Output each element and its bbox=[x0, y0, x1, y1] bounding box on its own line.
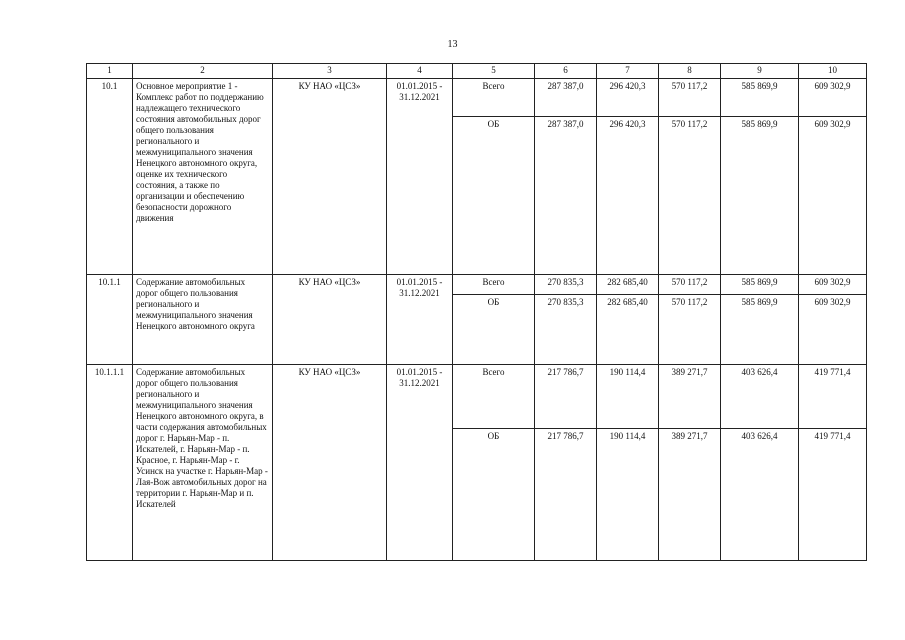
value-cell: 609 302,9 bbox=[799, 117, 867, 275]
row-period: 01.01.2015 - 31.12.2021 bbox=[387, 365, 453, 561]
row-executor: КУ НАО «ЦСЗ» bbox=[273, 79, 387, 275]
header-cell: 7 bbox=[597, 64, 659, 79]
value-cell: 282 685,40 bbox=[597, 295, 659, 365]
funding-source: ОБ bbox=[453, 117, 535, 275]
header-cell: 3 bbox=[273, 64, 387, 79]
value-cell: 217 786,7 bbox=[535, 429, 597, 561]
value-cell: 419 771,4 bbox=[799, 429, 867, 561]
header-cell: 6 bbox=[535, 64, 597, 79]
value-cell: 585 869,9 bbox=[721, 117, 799, 275]
row-code: 10.1.1.1 bbox=[87, 365, 133, 561]
value-cell: 190 114,4 bbox=[597, 365, 659, 429]
row-period: 01.01.2015 - 31.12.2021 bbox=[387, 79, 453, 275]
header-cell: 4 bbox=[387, 64, 453, 79]
value-cell: 389 271,7 bbox=[659, 365, 721, 429]
value-cell: 403 626,4 bbox=[721, 429, 799, 561]
value-cell: 570 117,2 bbox=[659, 275, 721, 295]
funding-source: Всего bbox=[453, 365, 535, 429]
row-name: Содержание автомобильных дорог общего пользования регионального и межмуниципального значения Ненецкого автономного округа, в части содержания автомобильных дорог г. Нарьян-Мар - п. Искателей, г. Нарьян-Мар - п. Красное, г. Нарьян-Мар - г. Усинск на участке г. Нарьян-Мар - Лая-Вож автомобильных дорог на территории г. Нарьян-Мар и п. Искателей bbox=[133, 365, 273, 561]
funding-source: Всего bbox=[453, 79, 535, 117]
header-row bbox=[87, 64, 867, 79]
value-cell: 287 387,0 bbox=[535, 79, 597, 117]
value-cell: 585 869,9 bbox=[721, 295, 799, 365]
value-cell: 217 786,7 bbox=[535, 365, 597, 429]
value-cell: 609 302,9 bbox=[799, 275, 867, 295]
value-cell: 287 387,0 bbox=[535, 117, 597, 275]
value-cell: 282 685,40 bbox=[597, 275, 659, 295]
header-cell: 2 bbox=[133, 64, 273, 79]
value-cell: 403 626,4 bbox=[721, 365, 799, 429]
value-cell: 270 835,3 bbox=[535, 275, 597, 295]
program-table bbox=[86, 63, 867, 561]
row-period: 01.01.2015 - 31.12.2021 bbox=[387, 275, 453, 365]
value-cell: 296 420,3 bbox=[597, 117, 659, 275]
value-cell: 190 114,4 bbox=[597, 429, 659, 561]
value-cell: 296 420,3 bbox=[597, 79, 659, 117]
value-cell: 570 117,2 bbox=[659, 79, 721, 117]
table-row bbox=[87, 365, 867, 429]
header-cell: 5 bbox=[453, 64, 535, 79]
value-cell: 389 271,7 bbox=[659, 429, 721, 561]
row-code: 10.1 bbox=[87, 79, 133, 275]
value-cell: 609 302,9 bbox=[799, 79, 867, 117]
funding-source: ОБ bbox=[453, 429, 535, 561]
row-name: Основное мероприятие 1 - Комплекс работ по поддержанию надлежащего технического состояния автомобильных дорог общего пользования регионального и межмуниципального значения Ненецкого автономного округа, оценке их технического состояния, а также по организации и обеспечению безопасности дорожного движения bbox=[133, 79, 273, 275]
header-cell: 1 bbox=[87, 64, 133, 79]
header-cell: 8 bbox=[659, 64, 721, 79]
value-cell: 270 835,3 bbox=[535, 295, 597, 365]
page-number: 13 bbox=[447, 39, 458, 50]
header-cell: 10 bbox=[799, 64, 867, 79]
row-name: Содержание автомобильных дорог общего пользования регионального и межмуниципального значения Ненецкого автономного округа bbox=[133, 275, 273, 365]
value-cell: 570 117,2 bbox=[659, 117, 721, 275]
funding-source: ОБ bbox=[453, 295, 535, 365]
value-cell: 419 771,4 bbox=[799, 365, 867, 429]
header-cell: 9 bbox=[721, 64, 799, 79]
funding-source: Всего bbox=[453, 275, 535, 295]
table-row bbox=[87, 79, 867, 117]
table-row bbox=[87, 275, 867, 295]
value-cell: 585 869,9 bbox=[721, 79, 799, 117]
row-code: 10.1.1 bbox=[87, 275, 133, 365]
value-cell: 609 302,9 bbox=[799, 295, 867, 365]
value-cell: 570 117,2 bbox=[659, 295, 721, 365]
row-executor: КУ НАО «ЦСЗ» bbox=[273, 365, 387, 561]
value-cell: 585 869,9 bbox=[721, 275, 799, 295]
row-executor: КУ НАО «ЦСЗ» bbox=[273, 275, 387, 365]
